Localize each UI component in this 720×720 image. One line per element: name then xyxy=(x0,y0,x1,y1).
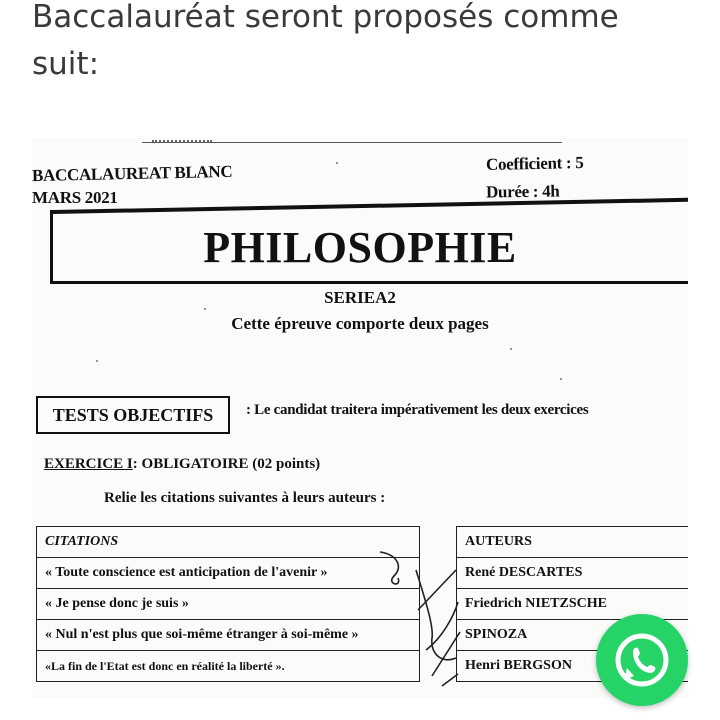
exam-name: BACCALAUREAT BLANC xyxy=(32,161,233,186)
citation-row: « Je pense donc je suis » xyxy=(37,589,420,620)
top-rule xyxy=(142,142,562,143)
exercise-label: EXERCICE I xyxy=(44,456,133,472)
whatsapp-share-button[interactable] xyxy=(596,614,688,706)
handwritten-loop xyxy=(380,552,399,584)
top-dotted-mark xyxy=(152,140,212,142)
subject-title: PHILOSOPHIE xyxy=(203,223,517,272)
exercise-title: : OBLIGATOIRE (02 points) xyxy=(132,456,321,472)
author-row: Henri BERGSON xyxy=(457,651,689,682)
exam-photo xyxy=(32,138,688,698)
author-row: SPINOZA xyxy=(457,620,689,651)
handwritten-links xyxy=(372,546,472,696)
citations-header: CITATIONS xyxy=(37,527,420,558)
coefficient: Coefficient : 5 xyxy=(485,152,584,175)
citations-table xyxy=(36,526,420,682)
citation-row: « Toute conscience est anticipation de l'avenir » xyxy=(37,558,420,589)
handwritten-line xyxy=(442,674,458,686)
exercise-heading xyxy=(44,456,320,473)
instruction: Relie les citations suivantes à leurs auteurs : xyxy=(104,490,386,506)
whatsapp-icon xyxy=(596,614,688,706)
author-row: René DESCARTES xyxy=(457,558,689,589)
duration: Durée : 4h xyxy=(485,181,560,202)
serie-label: SERIEA2 xyxy=(324,288,396,307)
pages-note: Cette épreuve comporte deux pages xyxy=(231,314,489,333)
authors-header: AUTEURS xyxy=(457,527,689,558)
author-row: Friedrich NIETZSCHE xyxy=(457,589,689,620)
exam-date: MARS 2021 xyxy=(32,188,118,207)
citation-row: «La fin de l'Etat est donc en réalité la liberté ». xyxy=(37,651,420,682)
caption-text xyxy=(32,0,692,88)
tests-objectifs-box: TESTS OBJECTIFS xyxy=(36,396,230,434)
caption-line-1: Baccalauréat seront proposés comme xyxy=(32,0,619,35)
tests-note: : Le candidat traitera impérativement les deux exercices xyxy=(246,402,589,418)
caption-line-2: suit: xyxy=(32,46,100,82)
handwritten-line xyxy=(418,570,456,610)
citation-row: « Nul n'est plus que soi-même étranger à soi-même » xyxy=(37,620,420,651)
